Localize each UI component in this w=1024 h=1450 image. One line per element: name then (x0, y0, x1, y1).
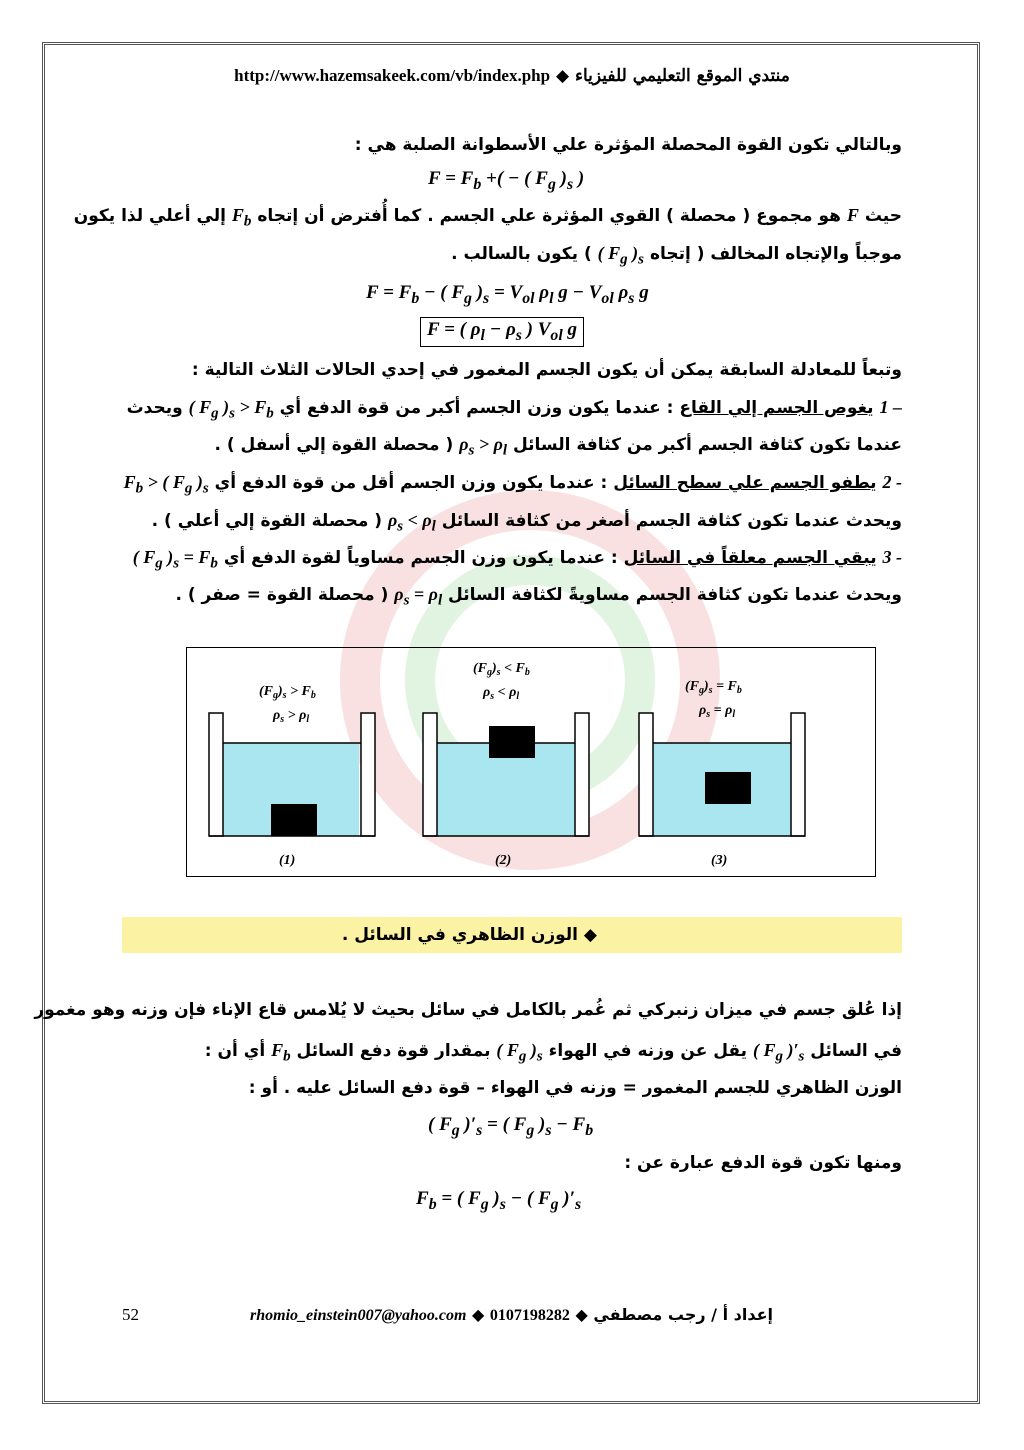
c1-label-2: $\rho_s > \rho_l$ (273, 708, 310, 725)
case-2-line-1: 2 - يطفو الجسم علي سطح السائل : عندما يكون وزن الجسم أقل من قوة الدفع أي $F_b$ > ( $F_g$ )$_s$ (123, 472, 902, 497)
sign-line: موجباً والإتجاه المخالف ( إتجاه ( $F_g$ )$_s$ ) يكون بالسالب . (451, 243, 902, 268)
wall-right-3 (791, 713, 805, 836)
c2-label-2: $\rho_s < \rho_l$ (483, 685, 520, 702)
buoyancy-figure (186, 647, 876, 877)
block-2 (489, 726, 535, 758)
apparent-weight-para-1: إذا عُلق جسم في ميزان زنبركي ثم غُمر بالكامل في سائل بحيث لا يُلامس قاع الإناء فإن وزنه وهو مغمور (34, 1000, 902, 1020)
section-bullet: ◆ (583, 925, 597, 945)
cases-intro: وتبعاً للمعادلة السابقة يمكن أن يكون الجسم المغمور في إحدي الحالات الثلاث التالية : (191, 360, 902, 380)
c3-label-1: $(F_g)_s = F_b$ (685, 679, 742, 696)
header-separator: ◆ (556, 66, 570, 86)
section-title: الوزن الظاهري في السائل . (341, 925, 578, 945)
c1-label-1: $(F_g)_s > F_b$ (259, 684, 316, 701)
footer-phone: 0107198282 (489, 1307, 570, 1324)
figure-label-2: (2) (495, 853, 512, 868)
footer-email[interactable]: rhomio_einstein007@yahoo.com (250, 1307, 467, 1324)
definition-line: حيث F هو مجموع ( محصلة ) القوي المؤثرة علي الجسم . كما أُفترض أن إتجاه $F_b$ إلي أعلي لذا يكون (73, 205, 902, 230)
intro-line: وبالتالي تكون القوة المحصلة المؤثرة علي الأسطوانة الصلبة هي : (354, 135, 902, 155)
case-2-line-2: ويحدث عندما تكون كثافة الجسم أصغر من كثافة السائل $\rho_s < \rho_l$ ( محصلة القوة إلي أعلي ) . (151, 510, 902, 535)
case-1-line-2: عندما تكون كثافة الجسم أكبر من كثافة السائل $\rho_s > \rho_l$ ( محصلة القوة إلي أسفل ) . (214, 434, 902, 459)
header-url[interactable]: http://www.hazemsakeek.com/vb/index.php (234, 66, 551, 85)
figure-svg (187, 648, 877, 878)
apparent-weight-para-3: الوزن الظاهري للجسم المغمور = وزنه في الهواء – قوة دفع السائل عليه . أو : (248, 1078, 902, 1098)
c3-label-2: $\rho_s = \rho_l$ (699, 703, 736, 720)
section-header (122, 917, 902, 953)
case-3-line-2: ويحدث عندما تكون كثافة الجسم مساويةً لكثافة السائل $\rho_s = \rho_l$ ( محصلة القوة = صفر ) . (175, 584, 902, 609)
block-1 (271, 804, 317, 836)
equation-5: $F_b$ = ( $F_g$ )$_s$ − ( $F_g$ )$'_s$ (416, 1188, 582, 1213)
footer-credits: rhomio_einstein007@yahoo.com ◆ 0107198282 ◆ إعداد أ / رجب مصطفي (250, 1305, 773, 1324)
page-header (0, 66, 1024, 86)
apparent-weight-para-4: ومنها تكون قوة الدفع عبارة عن : (624, 1153, 902, 1173)
wall-left-2 (423, 713, 437, 836)
container-3 (639, 679, 805, 868)
figure-label-1: (1) (279, 853, 296, 868)
wall-right-1 (361, 713, 375, 836)
case-3-line-1: 3 - يبقي الجسم معلقاً في السائل : عندما يكون وزن الجسم مساوياً لقوة الدفع أي ( $F_g$ )$_s = F_b$ (132, 547, 902, 572)
wall-right-2 (575, 713, 589, 836)
footer-author: إعداد أ / رجب مصطفي (593, 1305, 773, 1324)
page-number: 52 (122, 1305, 139, 1324)
wall-left-3 (639, 713, 653, 836)
block-3 (705, 772, 751, 804)
container-2 (423, 661, 589, 868)
wall-left-1 (209, 713, 223, 836)
equation-3-boxed: F = ( $\rho_l - \rho_s$ ) $V_{ol}$ g (420, 317, 584, 347)
equation-2: $F = F_b$ − ( $F_g$ )$_s = V_{ol}$ $\rho_l$ $g - V_{ol}$ $\rho_s$ g (366, 282, 649, 307)
equation-4: ( $F_g$ )$'_s$ = ( $F_g$ )$_s - F_b$ (428, 1114, 594, 1139)
header-forum: منتدي الموقع التعليمي للفيزياء (575, 66, 790, 86)
case-1-line-1: 1 – يغوص الجسم إلي القاع : عندما يكون وزن الجسم أكبر من قوة الدفع أي ( $F_g$ )$_s > F_b$ ويحدث (126, 397, 902, 422)
figure-label-3: (3) (711, 853, 728, 868)
c2-label-1: $(F_g)_s < F_b$ (473, 661, 530, 678)
equation-1: $F = F_b$ +( − ( $F_g$ )$_s$ ) (428, 168, 585, 193)
container-1 (209, 684, 375, 868)
apparent-weight-para-2: في السائل ( $F_g$ )$'_s$ يقل عن وزنه في الهواء ( $F_g$ )$_s$ بمقدار قوة دفع السائل $F_b$ أي أن : (204, 1040, 902, 1065)
